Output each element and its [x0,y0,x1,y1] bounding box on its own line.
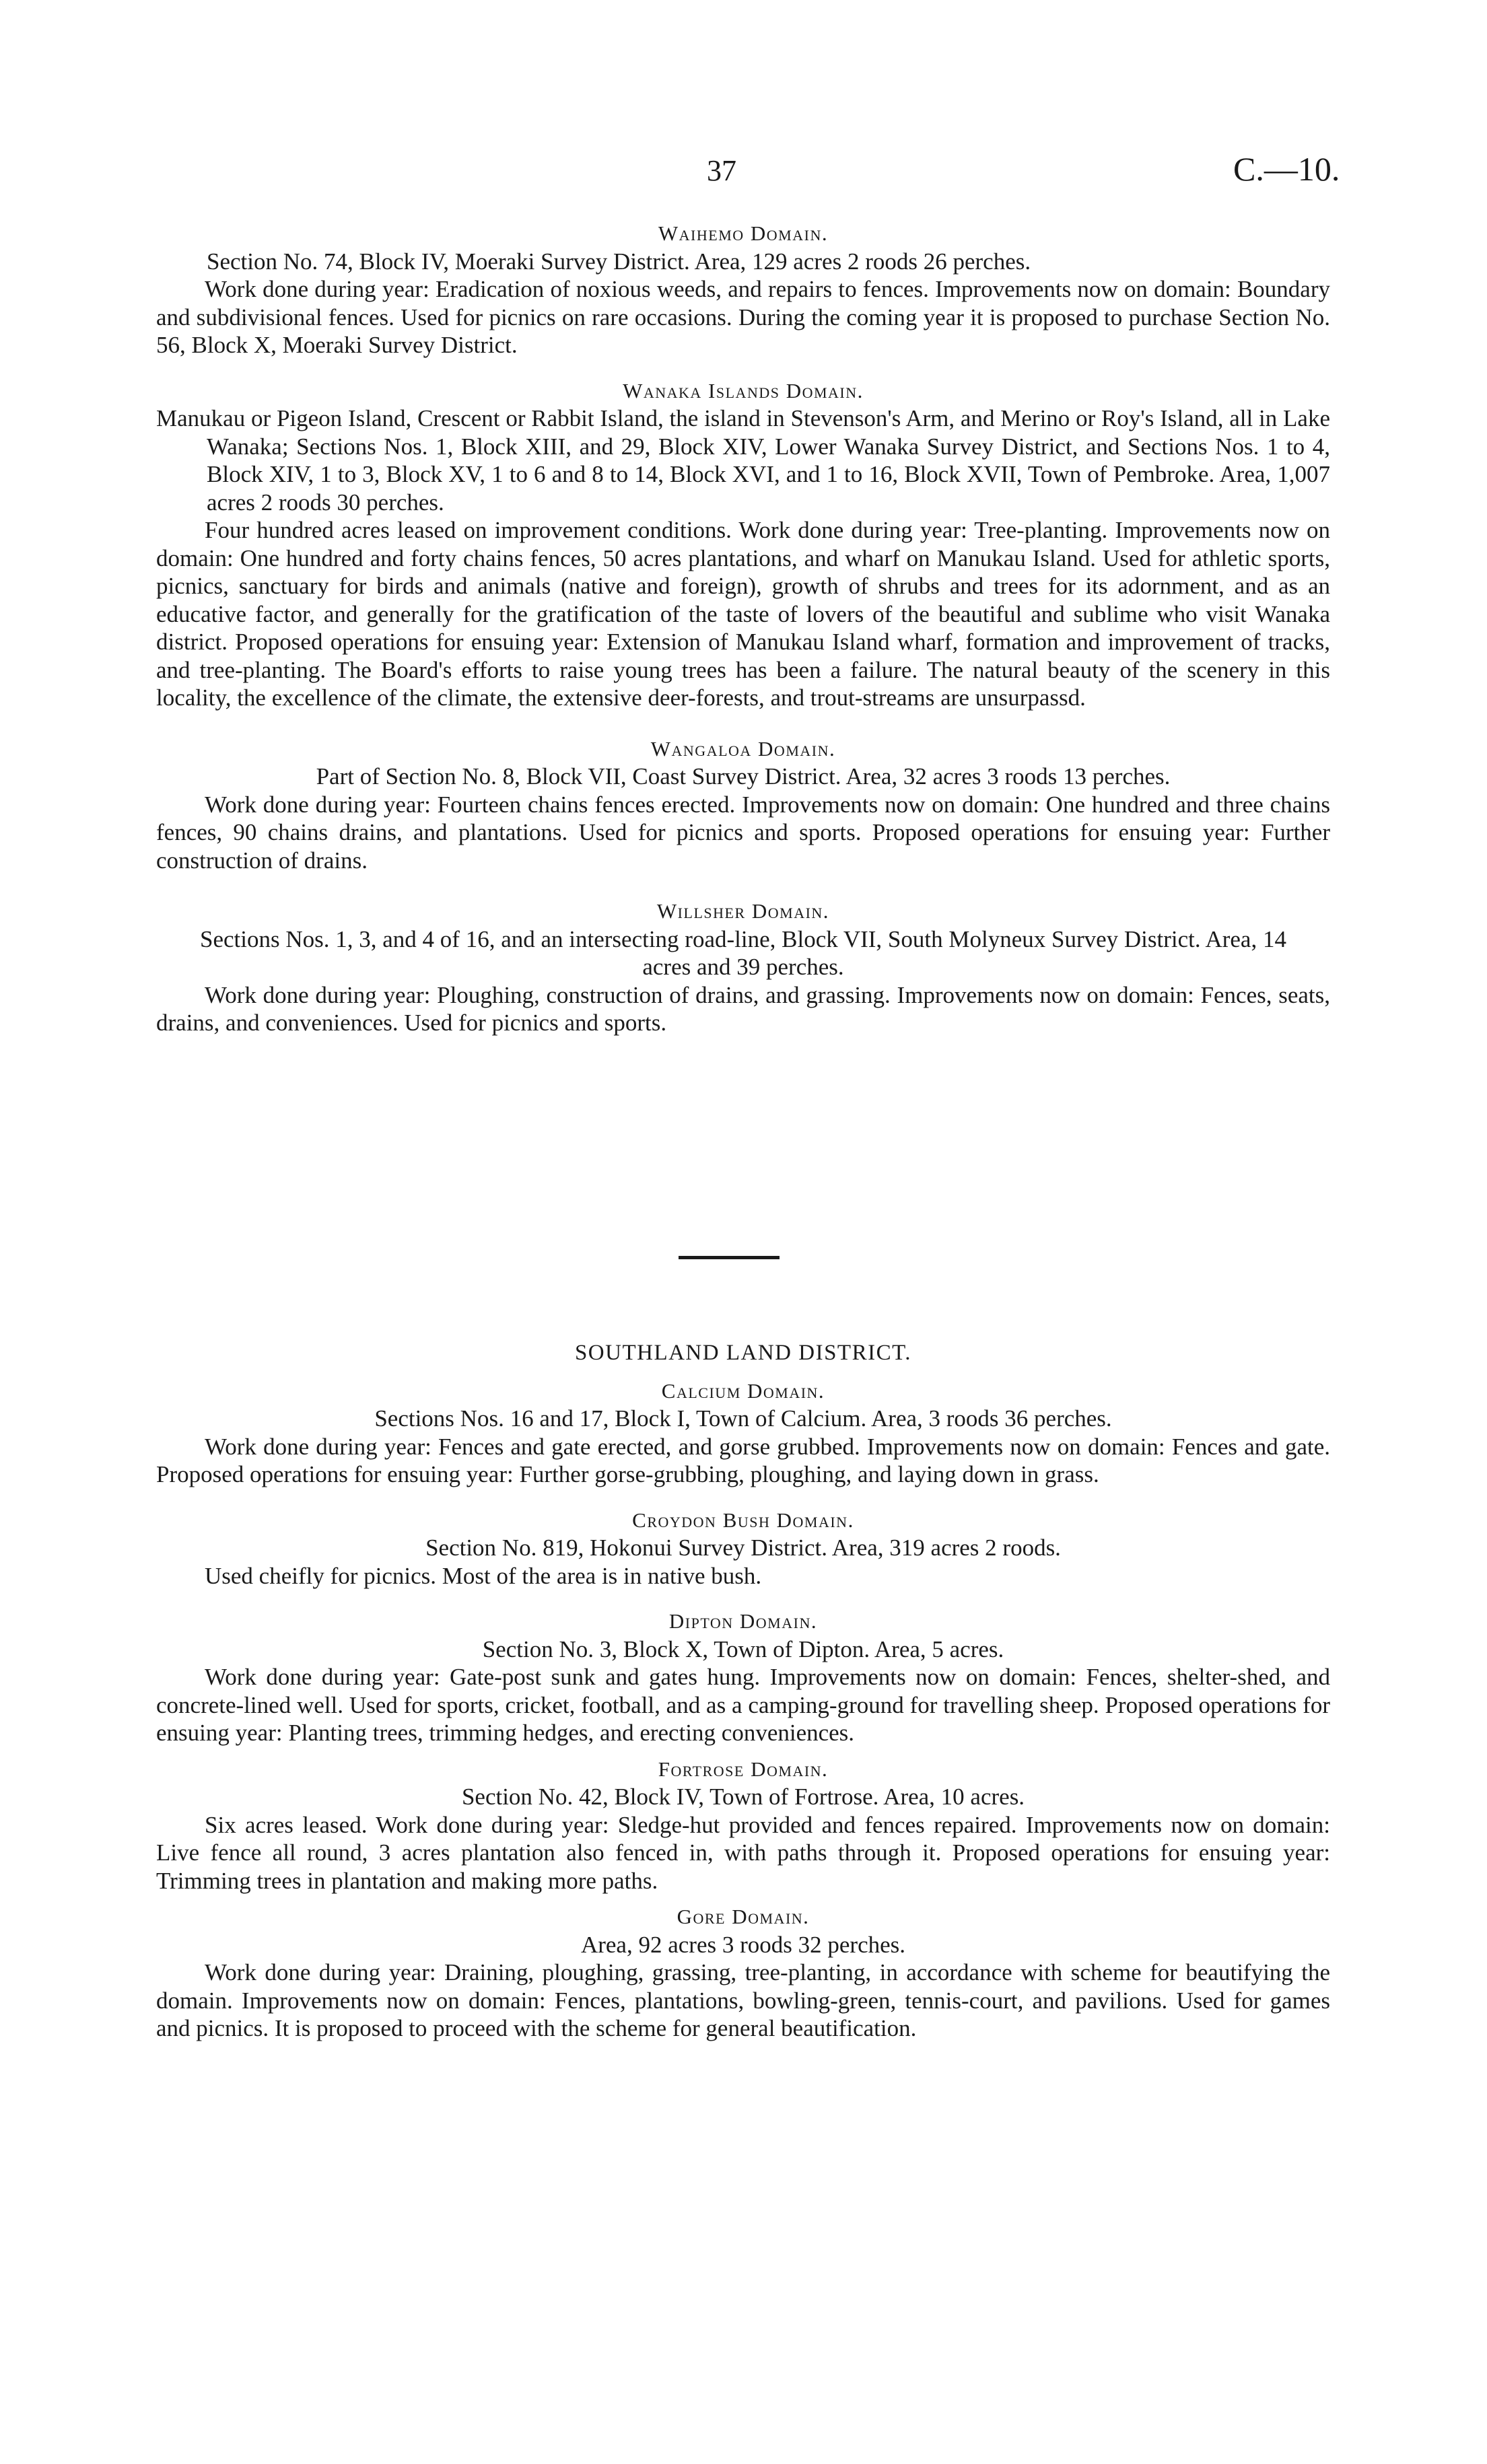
district-title: SOUTHLAND LAND DISTRICT. [574,1341,912,1365]
domain-body: Work done during year: Eradication of noxious weeds, and repairs to fences. Improvements now on domain: Boundary and subdivisional fences. Used for picnics on rare occasions. During the coming year it is proposed to purchase Section No. 56, Block X, Moeraki Survey District. [156,276,1330,358]
domain-lead: Sections Nos. 1, 3, and 4 of 16, and an intersecting road-line, Block VII, South Molyneux Survey District. Area, 14 acres and 39 perches. [200,925,1286,980]
domain-lead: Manukau or Pigeon Island, Crescent or Rabbit Island, the island in Stevenson's Arm, and Merino or Roy's Island, all in Lake Wanaka; Sections Nos. 1, Block XIII, and 29, Block XIV, Lower Wanaka Survey District, and Sections Nos. 1 to 4, Block XIV, 1 to 3, Block XV, 1 to 6 and 8 to 14, Block XVI, and 1 to 16, Block XVII, Town of Pembroke. Area, 1,007 acres 2 roods 30 perches. [156,405,1330,516]
domain-lead: Section No. 42, Block IV, Town of Fortrose. Area, 10 acres. [461,1784,1025,1810]
domain-heading: Calcium Domain. [661,1378,825,1403]
domain-lead: Sections Nos. 16 and 17, Block I, Town of Calcium. Area, 3 roods 36 perches. [374,1405,1112,1432]
domain-body: Work done during year: Fences and gate erected, and gorse grubbed. Improvements now on domain: Fences and gate. Proposed operations for ensuing year: Further gorse-grubbing, ploughing, and laying down in grass. [156,1433,1330,1487]
domain-body: Work done during year: Ploughing, construction of drains, and grassing. Improvements now on domain: Fences, seats, drains, and conveniences. Used for picnics and sports. [156,981,1330,1036]
domain-heading: Fortrose Domain. [658,1757,829,1781]
domain-body: Work done during year: Fourteen chains fences erected. Improvements now on domain: One hundred and three chains fences, 90 chains drains, and plantations. Used for picnics and sports. Proposed operations for ensuing year: Further construction of drains. [156,791,1330,874]
domain-heading: Willsher Domain. [656,899,830,923]
domain-heading: Gore Domain. [677,1905,810,1928]
domain-heading: Waihemo Domain. [658,221,829,245]
domain-heading: Croydon Bush Domain. [632,1508,854,1532]
domain-body: Work done during year: Gate-post sunk and gates hung. Improvements now on domain: Fences, shelter-shed, and concrete-lined well. Used for sports, cricket, football, and as a camping-ground for travelling sheep. Proposed operations for ensuing year: Planting trees, trimming hedges, and erecting conveniences. [156,1664,1330,1746]
document-reference: C.—10. [1233,150,1340,188]
domain-heading: Wanaka Islands Domain. [623,378,864,402]
domain-lead: Section No. 74, Block IV, Moeraki Survey District. Area, 129 acres 2 roods 26 perches. [207,248,1031,275]
domain-heading: Wangaloa Domain. [650,736,836,761]
domain-lead: Part of Section No. 8, Block VII, Coast Survey District. Area, 32 acres 3 roods 13 perches. [316,763,1171,789]
otago-domains-section [156,219,1330,1037]
page-number: 37 [707,154,736,187]
domain-lead: Section No. 819, Hokonui Survey District. Area, 319 acres 2 roods. [425,1535,1061,1561]
domain-body: Six acres leased. Work done during year: Sledge-hut provided and fences repaired. Improvements now on domain: Live fence all round, 3 acres plantation also fenced in, with paths through it. Proposed operations for ensuing year: Trimming trees in plantation and making more paths. [156,1811,1330,1894]
domain-lead: Section No. 3, Block X, Town of Dipton. Area, 5 acres. [482,1635,1004,1662]
domain-body: Work done during year: Draining, ploughing, grassing, tree-planting, in accordance with scheme for beautifying the domain. Improvements now on domain: Fences, plantations, bowling-green, tennis-court, and pavilions. Used for games and picnics. It is proposed to proceed with the scheme for general beautification. [156,1959,1330,2041]
domain-lead: Area, 92 acres 3 roods 32 perches. [580,1931,906,1958]
southland-district-section [156,1339,1330,2043]
domain-heading: Dipton Domain. [668,1609,818,1633]
domain-body: Used cheifly for picnics. Most of the area is in native bush. [205,1562,762,1589]
domain-body: Four hundred acres leased on improvement conditions. Work done during year: Tree-planting. Improvements now on domain: One hundred and forty chains fences, 50 acres plantations, and wharf on Manukau Island. Used for athletic sports, picnics, sanctuary for birds and animals (native and foreign), growth of shrubs and trees for its adornment, and as an educative factor, and generally for the gratification of the taste of lovers of the beautiful and sublime who visit Wanaka district. Proposed operations for ensuing year: Extension of Manukau Island wharf, formation and improvement of tracks, and tree-planting. The Board's efforts to raise young trees has been a failure. The natural beauty of the scenery in this locality, the excellence of the climate, the extensive deer-forests, and trout-streams are unsurpassd. [156,517,1330,711]
section-divider [679,1256,780,1259]
